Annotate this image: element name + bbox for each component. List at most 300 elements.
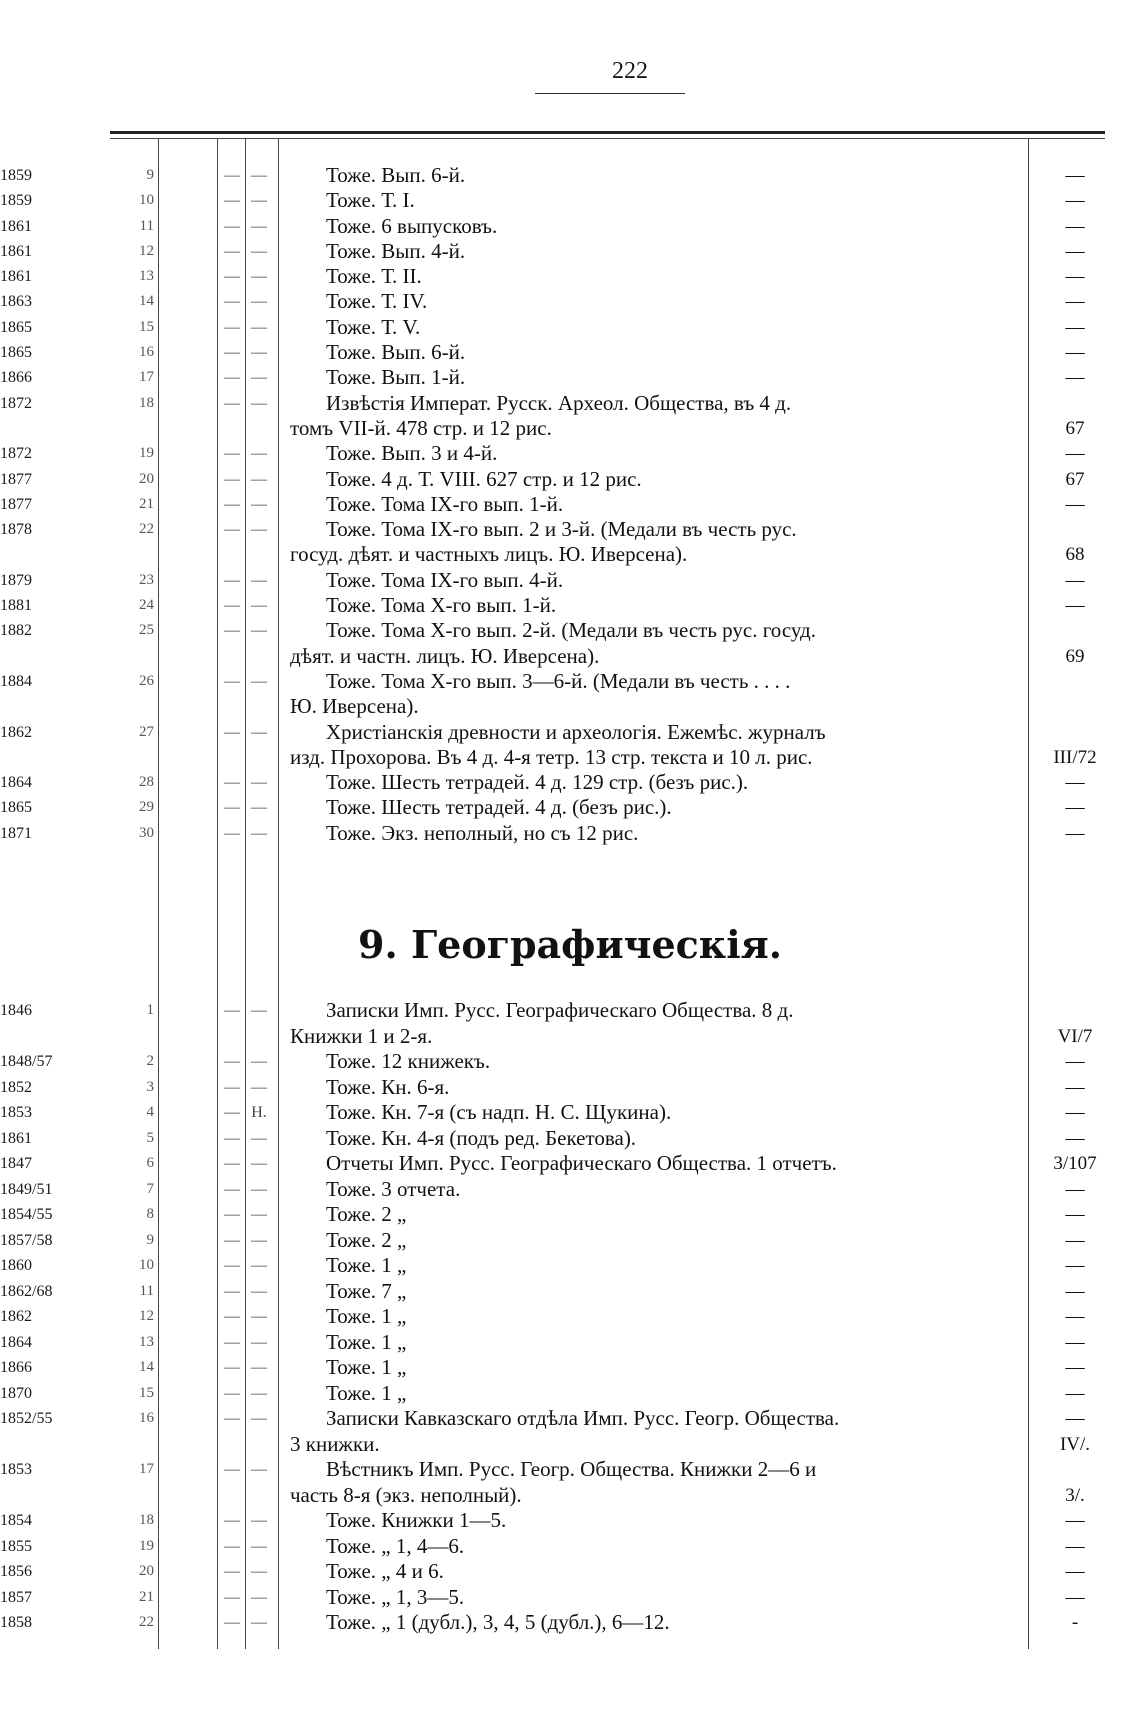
entry-description: Записки Имп. Русс. Географическаго Общества. 8 д. — [326, 998, 794, 1022]
table-row — [0, 391, 1140, 416]
entry-year: 1854 — [0, 1512, 32, 1529]
table-row — [0, 644, 1140, 669]
entry-year: 1860 — [0, 1257, 32, 1274]
entry-mark: — — [224, 268, 240, 286]
entry-number: 18 — [139, 1512, 154, 1528]
entry-price: — — [1065, 240, 1085, 262]
entry-number: 15 — [139, 1384, 154, 1401]
entry-description: Тоже. Вып. 6-й. — [326, 340, 466, 365]
table-row — [0, 315, 1140, 340]
entry-price: IV/. — [1059, 1433, 1091, 1455]
entry-mark: — — [224, 293, 240, 311]
entry-mark: — — [224, 1078, 240, 1096]
entry-description: Тоже. 12 книжекъ. — [326, 1049, 491, 1073]
entry-description: Тоже. Тома IX-го вып. 2 и 3-й. (Медали въ честь рус. — [326, 517, 797, 542]
entry-price: 69 — [1065, 645, 1085, 667]
entry-mark: — — [224, 1257, 240, 1274]
entry-description: Тоже. 1 „ — [326, 1355, 407, 1379]
entry-price: 3/107 — [1053, 1153, 1097, 1174]
entry-price: — — [1065, 595, 1085, 617]
entry-mark: — — [251, 1512, 267, 1529]
entry-mark: — — [251, 192, 267, 210]
entry-year: 1877 — [0, 495, 32, 513]
entry-year: 1853 — [0, 1104, 32, 1121]
header-rule-thin — [110, 138, 1105, 139]
entry-price: — — [1065, 1102, 1085, 1123]
entry-mark: — — [224, 723, 240, 741]
entry-number: 13 — [139, 1333, 154, 1350]
entry-price: — — [1065, 772, 1085, 794]
entry-number: 2 — [146, 1053, 154, 1069]
entry-number: 5 — [146, 1129, 154, 1146]
entry-number: 16 — [139, 1410, 154, 1426]
entry-description: Тоже. Вып. 1-й. — [326, 365, 466, 390]
entry-mark: — — [251, 268, 267, 286]
entry-year: 1853 — [0, 1461, 32, 1478]
entry-mark: — — [224, 1537, 240, 1555]
entry-year: 1847 — [0, 1155, 32, 1172]
table-row — [0, 1151, 1140, 1177]
entry-number: 24 — [139, 597, 154, 614]
entry-description: Тоже. Вып. 4-й. — [326, 238, 466, 263]
entry-year: 1859 — [0, 192, 32, 210]
entry-price: — — [1065, 1076, 1085, 1098]
entry-number: 30 — [139, 824, 154, 841]
entry-description: Тоже. Т. I. — [326, 188, 415, 213]
entry-mark: — — [251, 242, 267, 260]
table-row — [0, 998, 1140, 1024]
entry-year: 1855 — [0, 1537, 32, 1555]
entry-price: 3/. — [1065, 1484, 1085, 1506]
entry-price: — — [1065, 493, 1085, 515]
entry-year: 1862/68 — [0, 1282, 53, 1300]
table-row — [0, 214, 1140, 239]
entry-mark: — — [251, 1053, 267, 1070]
entry-description: Тоже. Тома IX-го вып. 4-й. — [326, 567, 564, 592]
entry-year: 1878 — [0, 521, 32, 539]
entry-mark: — — [251, 723, 267, 741]
entry-mark: — — [251, 293, 267, 311]
entry-number: 15 — [139, 318, 154, 335]
entry-mark: — — [251, 1359, 267, 1376]
entry-price: — — [1065, 1127, 1085, 1149]
table-row — [0, 1381, 1140, 1407]
table-row — [0, 1304, 1140, 1330]
entry-mark: — — [224, 167, 240, 184]
table-row — [0, 1457, 1140, 1483]
entry-description: Тоже. Тома IX-го вып. 1-й. — [326, 491, 564, 516]
entry-year: 1861 — [0, 242, 32, 260]
entry-number: 20 — [139, 1563, 154, 1579]
entry-number: 9 — [146, 167, 154, 183]
page-number: 222 — [612, 58, 648, 84]
entry-mark: — — [224, 318, 240, 336]
entry-mark: — — [251, 1614, 267, 1631]
entry-year: 1856 — [0, 1563, 32, 1580]
entry-mark: — — [224, 1129, 240, 1147]
entry-number: 12 — [139, 242, 154, 259]
entry-mark: — — [251, 1129, 267, 1147]
entry-mark: — — [224, 774, 240, 792]
entry-mark: — — [224, 1231, 240, 1249]
entry-mark: — — [224, 1206, 240, 1223]
entry-mark: — — [251, 1180, 267, 1198]
entry-description: Тоже. 3 отчета. — [326, 1176, 461, 1201]
entry-mark: — — [224, 799, 240, 817]
entry-description: Тоже. 1 „ — [326, 1329, 407, 1354]
entry-year: 1863 — [0, 293, 32, 311]
entry-description: Тоже. „ 1 (дубл.), 3, 4, 5 (дубл.), 6—12. — [326, 1610, 670, 1634]
table-row — [0, 239, 1140, 264]
entry-number: 17 — [139, 1461, 154, 1477]
entry-price: — — [1065, 1229, 1085, 1251]
entry-description: Тоже. 2 „ — [326, 1202, 407, 1226]
entry-description: часть 8-я (экз. неполный). — [290, 1482, 522, 1507]
entry-mark: — — [224, 445, 240, 463]
entry-description: Тоже. Т. IV. — [326, 289, 428, 314]
entry-description: Вѣстникъ Имп. Русс. Геогр. Общества. Книжки 2—6 и — [326, 1457, 817, 1481]
entry-description: дѣят. и частн. лицъ. Ю. Иверсена). — [290, 643, 600, 668]
entry-number: 14 — [139, 1359, 154, 1375]
entry-mark: — — [251, 571, 267, 589]
header-rule-thick — [110, 131, 1105, 134]
entry-year: 1866 — [0, 369, 32, 387]
entry-number: 1 — [146, 1002, 154, 1018]
entry-mark: — — [251, 1384, 267, 1402]
entry-mark: — — [224, 1104, 240, 1121]
entry-price: — — [1065, 266, 1085, 288]
entry-number: 17 — [139, 369, 154, 386]
entry-description: Тоже. „ 4 и 6. — [326, 1559, 444, 1583]
entry-mark: — — [251, 495, 267, 513]
entry-year: 1862 — [0, 723, 32, 741]
entry-description: госуд. дѣят. и частныхъ лицъ. Ю. Иверсена). — [290, 542, 688, 567]
table-row — [0, 1432, 1140, 1458]
entry-description: изд. Прохорова. Въ 4 д. 4-я тетр. 13 стр. текста и 10 л. рис. — [290, 744, 813, 769]
entry-mark: — — [251, 1308, 267, 1325]
entry-number: 4 — [146, 1104, 154, 1120]
table-row — [0, 1534, 1140, 1560]
entry-mark: — — [251, 774, 267, 792]
entry-number: 23 — [139, 571, 154, 588]
entry-price: — — [1065, 1306, 1085, 1327]
entry-number: 9 — [146, 1231, 154, 1248]
entry-price: III/72 — [1053, 746, 1097, 768]
entry-description: Тоже. Т. II. — [326, 264, 422, 289]
entry-mark: Н. — [251, 1104, 267, 1121]
entry-price: 67 — [1065, 417, 1085, 439]
entry-description: Тоже. Т. V. — [326, 314, 421, 339]
entry-number: 25 — [139, 622, 154, 639]
entry-year: 1848/57 — [0, 1053, 53, 1070]
entry-number: 19 — [139, 1537, 154, 1554]
entry-price: — — [1065, 1178, 1085, 1200]
table-row — [0, 1049, 1140, 1075]
entry-number: 7 — [146, 1180, 154, 1197]
entry-price: — — [1065, 367, 1085, 389]
entry-price: - — [1071, 1612, 1079, 1633]
table-row — [0, 492, 1140, 517]
entry-description: Тоже. Тома X-го вып. 1-й. — [326, 593, 557, 618]
entry-description: Тоже. 4 д. Т. VIII. 627 стр. и 12 рис. — [326, 466, 642, 491]
entry-year: 1865 — [0, 799, 32, 817]
table-row — [0, 568, 1140, 593]
entry-mark: — — [251, 1257, 267, 1274]
entry-price: — — [1065, 797, 1085, 819]
entry-mark: — — [251, 1537, 267, 1555]
entry-year: 1882 — [0, 622, 32, 640]
table-row — [0, 542, 1140, 567]
entry-description: Тоже. 1 „ — [326, 1304, 407, 1328]
entry-mark: — — [224, 1461, 240, 1478]
entry-mark: — — [251, 1588, 267, 1606]
entry-mark: — — [224, 1512, 240, 1529]
entry-number: 11 — [139, 217, 154, 234]
table-row — [0, 441, 1140, 466]
entry-description: Записки Кавказскаго отдѣла Имп. Русс. Геогр. Общества. — [326, 1406, 840, 1430]
entry-number: 19 — [139, 445, 154, 462]
entry-year: 1877 — [0, 470, 32, 488]
entry-price: VI/7 — [1057, 1025, 1093, 1047]
entry-number: 3 — [146, 1078, 154, 1095]
entry-mark: — — [224, 192, 240, 210]
entry-year: 1872 — [0, 445, 32, 463]
table-row — [0, 1075, 1140, 1101]
entry-mark: — — [251, 1282, 267, 1300]
entry-mark: — — [224, 1410, 240, 1427]
entry-year: 1849/51 — [0, 1180, 53, 1198]
entry-mark: — — [251, 344, 267, 362]
entry-mark: — — [251, 217, 267, 235]
entry-number: 18 — [139, 394, 154, 411]
entry-mark: — — [224, 1614, 240, 1631]
entry-mark: — — [251, 1078, 267, 1096]
entry-number: 16 — [139, 344, 154, 361]
table-row — [0, 188, 1140, 213]
entry-year: 1866 — [0, 1359, 32, 1376]
table-row — [0, 1508, 1140, 1534]
entry-number: 8 — [146, 1206, 154, 1222]
entry-mark: — — [224, 1308, 240, 1325]
entry-year: 1857 — [0, 1588, 32, 1606]
table-row — [0, 694, 1140, 719]
entry-mark: — — [224, 1282, 240, 1300]
entry-mark: — — [224, 217, 240, 235]
table-row — [0, 1100, 1140, 1126]
entry-description: Тоже. Шесть тетрадей. 4 д. (безъ рис.). — [326, 795, 672, 820]
entry-description: Христіанскія древности и археологія. Ежемѣс. журналъ — [326, 719, 826, 744]
entry-description: Книжки 1 и 2-я. — [290, 1023, 433, 1048]
entry-description: Тоже. Кн. 7-я (съ надп. Н. С. Щукина). — [326, 1100, 672, 1124]
geography-table — [0, 998, 1140, 1636]
table-row — [0, 1330, 1140, 1356]
entry-description: Тоже. „ 1, 4—6. — [326, 1533, 465, 1558]
entry-number: 14 — [139, 293, 154, 310]
entry-year: 1884 — [0, 672, 32, 690]
entry-mark: — — [224, 394, 240, 412]
entry-mark: — — [224, 1563, 240, 1580]
entry-year: 1852/55 — [0, 1410, 53, 1427]
archaeology-table — [0, 163, 1140, 846]
table-row — [0, 770, 1140, 795]
entry-mark: — — [251, 1410, 267, 1427]
entry-mark: — — [224, 1384, 240, 1402]
entry-price: — — [1065, 1255, 1085, 1276]
entry-number: 22 — [139, 1614, 154, 1630]
entry-price: — — [1065, 1561, 1085, 1582]
entry-mark: — — [251, 824, 267, 842]
entry-price: — — [1065, 1357, 1085, 1378]
entry-mark: — — [224, 470, 240, 488]
entry-number: 27 — [139, 723, 154, 740]
entry-number: 12 — [139, 1308, 154, 1324]
entry-number: 29 — [139, 799, 154, 816]
table-row — [0, 1610, 1140, 1636]
entry-description: Тоже. Тома X-го вып. 3—6-й. (Медали въ честь . . . . — [326, 668, 791, 693]
entry-description: Тоже. 1 „ — [326, 1380, 407, 1405]
table-row — [0, 163, 1140, 188]
entry-year: 1857/58 — [0, 1231, 53, 1249]
entry-year: 1862 — [0, 1308, 32, 1325]
entry-description: Тоже. Вып. 3 и 4-й. — [326, 441, 498, 466]
entry-price: — — [1065, 1382, 1085, 1404]
entry-year: 1861 — [0, 217, 32, 235]
entry-description: Тоже. Книжки 1—5. — [326, 1508, 507, 1532]
entry-year: 1852 — [0, 1078, 32, 1096]
entry-price: — — [1065, 291, 1085, 313]
table-row — [0, 1279, 1140, 1305]
entry-price: — — [1065, 1586, 1085, 1608]
entry-mark: — — [251, 470, 267, 488]
entry-number: 22 — [139, 521, 154, 538]
entry-price: — — [1065, 1280, 1085, 1302]
table-row — [0, 821, 1140, 846]
entry-year: 1881 — [0, 597, 32, 615]
entry-number: 20 — [139, 470, 154, 487]
entry-mark: — — [251, 799, 267, 817]
entry-year: 1865 — [0, 344, 32, 362]
entry-mark: — — [224, 495, 240, 513]
entry-number: 11 — [139, 1282, 154, 1299]
entry-mark: — — [251, 1002, 267, 1019]
entry-mark: — — [251, 1231, 267, 1249]
entry-description: томъ VII-й. 478 стр. и 12 рис. — [290, 415, 552, 440]
entry-description: Тоже. Экз. неполный, но съ 12 рис. — [326, 820, 639, 845]
entry-mark: — — [224, 1359, 240, 1376]
entry-description: Тоже. 6 выпусковъ. — [326, 213, 498, 238]
entry-description: Ю. Иверсена). — [290, 694, 419, 719]
table-row — [0, 1253, 1140, 1279]
entry-price: — — [1065, 190, 1085, 212]
table-row — [0, 1126, 1140, 1152]
entry-description: Тоже. Вып. 6-й. — [326, 163, 466, 187]
entry-number: 6 — [146, 1155, 154, 1171]
entry-number: 13 — [139, 268, 154, 285]
entry-number: 28 — [139, 774, 154, 791]
entry-mark: — — [251, 1155, 267, 1172]
entry-year: 1859 — [0, 167, 32, 184]
table-row — [0, 289, 1140, 314]
entry-mark: — — [251, 622, 267, 640]
entry-mark: — — [251, 369, 267, 387]
entry-price: 67 — [1065, 468, 1085, 490]
entry-mark: — — [224, 824, 240, 842]
table-row — [0, 795, 1140, 820]
entry-number: 26 — [139, 672, 154, 689]
entry-description: Тоже. 2 „ — [326, 1227, 407, 1252]
table-row — [0, 745, 1140, 770]
table-row — [0, 618, 1140, 643]
entry-price: — — [1065, 1535, 1085, 1557]
entry-mark: — — [251, 318, 267, 336]
table-row — [0, 1585, 1140, 1611]
entry-description: Тоже. Кн. 6-я. — [326, 1074, 450, 1099]
entry-description: Тоже. Шесть тетрадей. 4 д. 129 стр. (безъ рис.). — [326, 770, 749, 795]
entry-price: — — [1065, 1331, 1085, 1353]
entry-description: 3 книжки. — [290, 1431, 380, 1456]
table-row — [0, 365, 1140, 390]
entry-price: — — [1065, 822, 1085, 844]
table-row — [0, 264, 1140, 289]
entry-year: 1864 — [0, 774, 32, 792]
entry-price: — — [1065, 1051, 1085, 1072]
entry-year: 1871 — [0, 824, 32, 842]
entry-description: Тоже. Кн. 4-я (подъ ред. Бекетова). — [326, 1125, 637, 1150]
entry-number: 21 — [139, 495, 154, 512]
entry-mark: — — [224, 597, 240, 615]
entry-price: — — [1065, 165, 1085, 186]
entry-mark: — — [251, 1333, 267, 1351]
entry-mark: — — [224, 672, 240, 690]
table-row — [0, 720, 1140, 745]
entry-price: — — [1065, 1204, 1085, 1225]
entry-year: 1870 — [0, 1384, 32, 1402]
entry-description: Тоже. Тома X-го вып. 2-й. (Медали въ честь рус. госуд. — [326, 618, 816, 643]
entry-mark: — — [251, 1461, 267, 1478]
entry-mark: — — [224, 242, 240, 260]
entry-description: Тоже. 1 „ — [326, 1253, 407, 1277]
entry-mark: — — [224, 1180, 240, 1198]
entry-year: 1861 — [0, 268, 32, 286]
entry-mark: — — [224, 1002, 240, 1019]
entry-price: 68 — [1065, 544, 1085, 566]
table-row — [0, 1559, 1140, 1585]
table-row — [0, 416, 1140, 441]
entry-year: 1864 — [0, 1333, 32, 1351]
entry-description: Извѣстія Императ. Русск. Археол. Общества, въ 4 д. — [326, 390, 792, 415]
entry-number: 10 — [139, 192, 154, 209]
entry-mark: — — [251, 521, 267, 539]
table-row — [0, 1024, 1140, 1050]
table-row — [0, 1406, 1140, 1432]
table-row — [0, 467, 1140, 492]
entry-number: 21 — [139, 1588, 154, 1605]
table-row — [0, 593, 1140, 618]
entry-price: — — [1065, 215, 1085, 237]
table-row — [0, 1483, 1140, 1509]
table-row — [0, 1355, 1140, 1381]
entry-number: 10 — [139, 1257, 154, 1273]
entry-mark: — — [224, 369, 240, 387]
entry-mark: — — [251, 394, 267, 412]
entry-mark: — — [251, 1563, 267, 1580]
entry-mark: — — [224, 344, 240, 362]
entry-year: 1872 — [0, 394, 32, 412]
entry-year: 1846 — [0, 1002, 32, 1019]
entry-mark: — — [224, 1155, 240, 1172]
entry-year: 1858 — [0, 1614, 32, 1631]
entry-year: 1861 — [0, 1129, 32, 1147]
